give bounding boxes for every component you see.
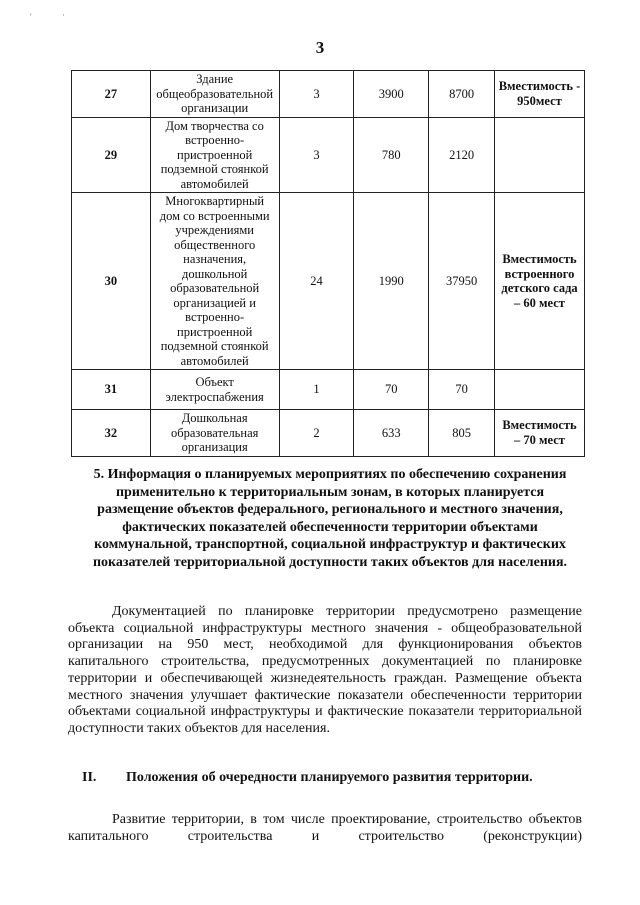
table-row <box>72 410 585 457</box>
total-area-cell: 70 <box>429 370 495 410</box>
object-name: Дом творчества со встроенно-пристроенной подземной стоянкой автомобилей <box>150 117 279 193</box>
section-5-paragraph: Документацией по планировке территории предусмотрено размещение объекта социальной инфраструктуры местного значения - общеобразовательной организации на 950 мест, необходимой для функционирования объектов капитального строительства, предусмотренных документацией по планировке территории и обеспечивающей жизнедеятельность граждан. Размещение объекта местного значения улучшает фактические показатели обеспеченности территории объектами социальной инфраструктуры и фактические показатели территориальной доступности таких объектов для населения. <box>68 604 582 736</box>
area-cell: 1990 <box>354 193 429 370</box>
section-2-numeral: II. <box>82 770 97 785</box>
object-number: 30 <box>72 193 151 370</box>
total-area-cell: 37950 <box>429 193 495 370</box>
object-name: Дошкольная образовательная организация <box>150 410 279 457</box>
section-2-paragraph: Развитие территории, в том числе проектирование, строительство объектов капитального строительства и строительство (реконструкции) <box>68 812 582 844</box>
area-cell: 780 <box>354 117 429 193</box>
scan-mark: · <box>62 10 65 20</box>
capacity-note: Вместимость - 950мест <box>495 71 585 118</box>
object-name: Многоквартирный дом со встроенными учреждениями общественного назначения, дошкольной образовательной организацией и встроенно-пристроенной подземной стоянкой автомобилей <box>150 193 279 370</box>
object-name: Здание общеобразовательной организации <box>150 71 279 118</box>
area-cell: 70 <box>354 370 429 410</box>
table-row <box>72 193 585 370</box>
scan-mark: ' <box>30 12 32 22</box>
capacity-note <box>495 117 585 193</box>
area-cell: 633 <box>354 410 429 457</box>
object-number: 31 <box>72 370 151 410</box>
floors-cell: 24 <box>279 193 354 370</box>
objects-table <box>71 70 585 457</box>
section-5-heading: 5. Информация о планируемых мероприятиях по обеспечению сохранения применительно к территориальным зонам, в которых планируется размещение объектов федерального, регионального и местного значения, фактических показателей обеспеченности территории объектами коммунальной, транспортной, социальной инфраструктур и фактических показателей территориальной доступности таких объектов для населения. <box>92 467 568 570</box>
area-cell: 3900 <box>354 71 429 118</box>
section-2-title-text: Положения об очередности планируемого развития территории. <box>126 770 533 785</box>
section-2-title <box>82 770 582 786</box>
floors-cell: 2 <box>279 410 354 457</box>
total-area-cell: 805 <box>429 410 495 457</box>
floors-cell: 1 <box>279 370 354 410</box>
page-number: 3 <box>315 38 325 57</box>
table-row <box>72 71 585 118</box>
table-row <box>72 117 585 193</box>
object-number: 29 <box>72 117 151 193</box>
capacity-note: Вместимость встроенного детского сада – 60 мест <box>495 193 585 370</box>
capacity-note <box>495 370 585 410</box>
object-number: 27 <box>72 71 151 118</box>
floors-cell: 3 <box>279 71 354 118</box>
floors-cell: 3 <box>279 117 354 193</box>
total-area-cell: 8700 <box>429 71 495 118</box>
total-area-cell: 2120 <box>429 117 495 193</box>
capacity-note: Вместимость – 70 мест <box>495 410 585 457</box>
object-number: 32 <box>72 410 151 457</box>
object-name: Объект электроспабжения <box>150 370 279 410</box>
table-row <box>72 370 585 410</box>
